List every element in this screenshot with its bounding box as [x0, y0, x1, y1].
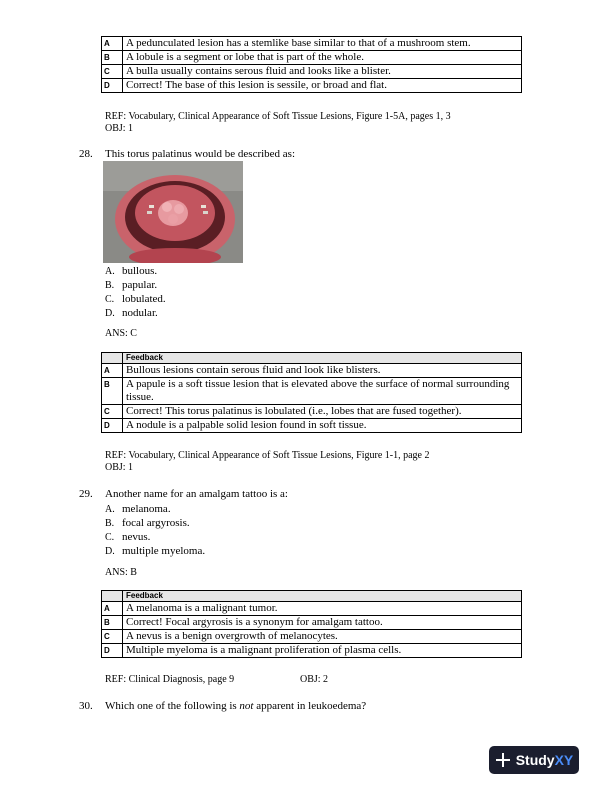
torus-palatinus-photo: [103, 161, 243, 263]
option-b: B. focal argyrosis.: [105, 517, 190, 529]
plus-icon: [495, 752, 511, 768]
table-row: B Correct! Focal argyrosis is a synonym for amalgam tattoo.: [102, 616, 522, 630]
table-header: Feedback: [102, 591, 522, 602]
table-row: C A nevus is a benign overgrowth of melanocytes.: [102, 630, 522, 644]
table-row: B A papule is a soft tissue lesion that is elevated above the surface of normal surrounding tissue.: [102, 378, 522, 405]
option-d: D. nodular.: [105, 307, 158, 319]
table-row: D A nodule is a palpable solid lesion found in soft tissue.: [102, 419, 522, 433]
table-row: A Bullous lesions contain serous fluid and look like blisters.: [102, 364, 522, 378]
q28-obj: OBJ: 1: [105, 462, 134, 473]
question-text: Another name for an amalgam tattoo is a:: [105, 488, 288, 500]
q27-ref: REF: Vocabulary, Clinical Appearance of Soft Tissue Lesions, Figure 1-5A, pages 1, 3: [105, 111, 451, 122]
option-c: C. lobulated.: [105, 293, 166, 305]
brand-accent: XY: [554, 752, 574, 768]
q29-ref: REF: Clinical Diagnosis, page 9: [105, 674, 235, 685]
table-row: B A lobule is a segment or lobe that is part of the whole.: [102, 51, 522, 65]
table-row: A A pedunculated lesion has a stemlike base similar to that of a mushroom stem.: [102, 37, 522, 51]
table-row: C A bulla usually contains serous fluid and looks like a blister.: [102, 65, 522, 79]
option-a: A. melanoma.: [105, 503, 171, 515]
answer: ANS: B: [105, 567, 137, 578]
question-number: 28.: [79, 148, 93, 160]
table-row: A A melanoma is a malignant tumor.: [102, 602, 522, 616]
table-row: C Correct! This torus palatinus is lobulated (i.e., lobes that are fused together).: [102, 405, 522, 419]
table-header: Feedback: [102, 353, 522, 364]
q27-obj: OBJ: 1: [105, 123, 134, 134]
q29-obj: OBJ: 2: [300, 674, 329, 685]
q27-feedback-table: [101, 36, 522, 93]
q29-feedback-table: [101, 590, 522, 658]
option-a: A. bullous.: [105, 265, 158, 277]
question-text: Which one of the following is not apparent in leukoedema?: [105, 700, 367, 712]
answer: ANS: C: [105, 328, 137, 339]
question-text: This torus palatinus would be described as:: [105, 148, 296, 160]
option-c: C. nevus.: [105, 531, 151, 543]
question-number: 29.: [79, 488, 93, 500]
option-d: D. multiple myeloma.: [105, 545, 206, 557]
table-row: D Correct! The base of this lesion is sessile, or broad and flat.: [102, 79, 522, 93]
brand-main: Study: [515, 752, 555, 768]
question-number: 30.: [79, 700, 93, 712]
studyxy-badge[interactable]: [489, 746, 579, 774]
option-b: B. papular.: [105, 279, 158, 291]
table-row: D Multiple myeloma is a malignant proliferation of plasma cells.: [102, 644, 522, 658]
q28-feedback-table: [101, 352, 522, 433]
q28-ref: REF: Vocabulary, Clinical Appearance of Soft Tissue Lesions, Figure 1-1, page 2: [105, 450, 430, 461]
